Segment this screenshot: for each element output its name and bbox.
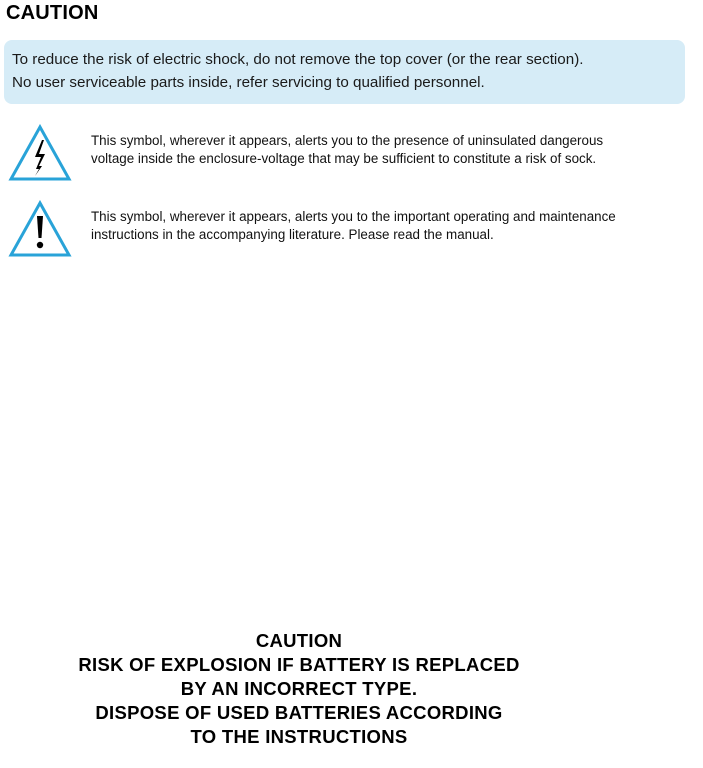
battery-caution-title: CAUTION xyxy=(255,630,343,651)
battery-caution-line-2: RISK OF EXPLOSION IF BATTERY IS REPLACED xyxy=(78,654,520,675)
battery-caution-line-3: BY AN INCORRECT TYPE. xyxy=(180,678,418,699)
exclamation-symbol-description xyxy=(91,208,616,243)
lightning-text-line-2: voltage inside the enclosure-voltage that may be sufficient to constitute a risk of sock. xyxy=(91,150,597,166)
battery-caution-notice xyxy=(0,629,598,749)
caution-notice-box xyxy=(4,40,685,104)
lightning-text-line-1: This symbol, wherever it appears, alerts you to the presence of uninsulated dangerous xyxy=(91,133,604,148)
exclamation-warning-icon xyxy=(8,200,72,258)
notice-line-1: To reduce the risk of electric shock, do not remove the top cover (or the rear section). xyxy=(12,51,584,68)
notice-line-2: No user serviceable parts inside, refer servicing to qualified personnel. xyxy=(12,74,485,91)
lightning-symbol-description xyxy=(91,132,603,167)
exclamation-text-line-1: This symbol, wherever it appears, alerts you to the important operating and maintenance xyxy=(91,209,616,224)
exclamation-text-line-2: instructions in the accompanying literature. Please read the manual. xyxy=(91,226,494,242)
lightning-warning-icon xyxy=(8,124,72,182)
battery-caution-line-5: TO THE INSTRUCTIONS xyxy=(190,726,408,747)
battery-caution-line-4: DISPOSE OF USED BATTERIES ACCORDING xyxy=(95,702,503,723)
caution-heading: CAUTION xyxy=(6,2,99,24)
